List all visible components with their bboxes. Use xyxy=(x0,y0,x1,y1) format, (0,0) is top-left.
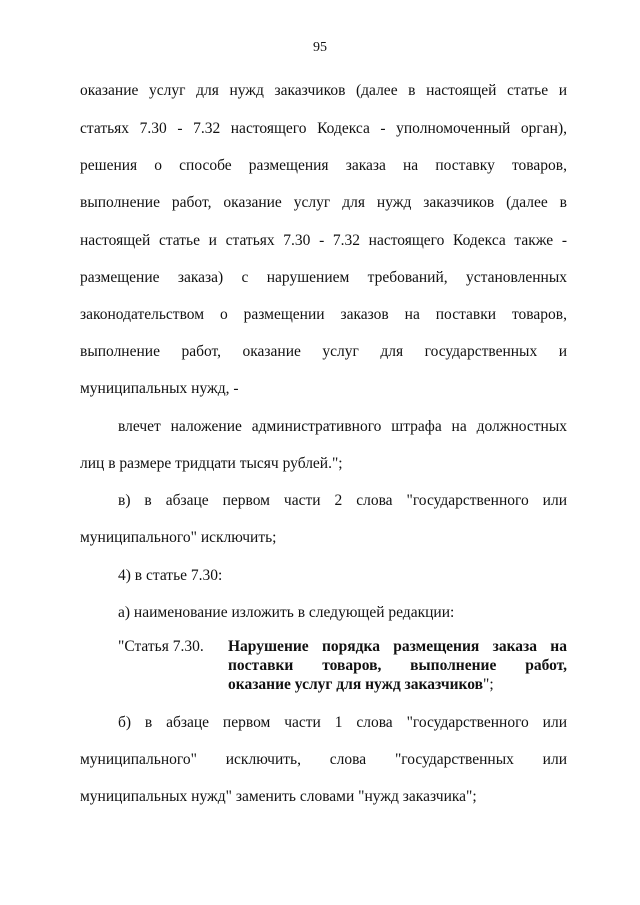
text-line: муниципального" исключить, слова "государственных или xyxy=(80,751,567,768)
text-line: статьях 7.30 - 7.32 настоящего Кодекса - уполномоченный орган), xyxy=(80,120,567,137)
text-line: лиц в размере тридцати тысяч рублей."; xyxy=(80,455,343,472)
text-line: законодательством о размещении заказов на поставки товаров, xyxy=(80,306,567,323)
text-line: б) в абзаце первом части 1 слова "государственного или xyxy=(118,714,567,731)
text-line: 4) в статье 7.30: xyxy=(118,567,223,584)
article-title-line: Нарушение порядка размещения заказа на xyxy=(228,638,567,655)
text-line: оказание услуг для нужд заказчиков (далее в настоящей статье и xyxy=(80,82,567,99)
article-label: "Статья 7.30. xyxy=(118,638,204,655)
article-title-line: оказание услуг для нужд заказчиков"; xyxy=(228,676,494,693)
text-line: выполнение работ, оказание услуг для нужд заказчиков (далее в xyxy=(80,194,567,211)
page-number: 95 xyxy=(313,40,327,55)
text-line: муниципальных нужд" заменить словами "нужд заказчика"; xyxy=(80,788,477,805)
text-line: выполнение работ, оказание услуг для государственных и xyxy=(80,343,567,360)
text-line: а) наименование изложить в следующей редакции: xyxy=(118,604,455,621)
text-line: муниципального" исключить; xyxy=(80,529,277,546)
text-line: настоящей статье и статьях 7.30 - 7.32 настоящего Кодекса также - xyxy=(80,232,567,249)
text-line: решения о способе размещения заказа на поставку товаров, xyxy=(80,157,567,174)
text-line: влечет наложение административного штрафа на должностных xyxy=(118,418,567,435)
article-title-line: поставки товаров, выполнение работ, xyxy=(228,657,567,674)
text-line: в) в абзаце первом части 2 слова "государственного или xyxy=(118,492,567,509)
text-line: муниципальных нужд, - xyxy=(80,380,239,397)
text-line: размещение заказа) с нарушением требований, установленных xyxy=(80,269,567,286)
